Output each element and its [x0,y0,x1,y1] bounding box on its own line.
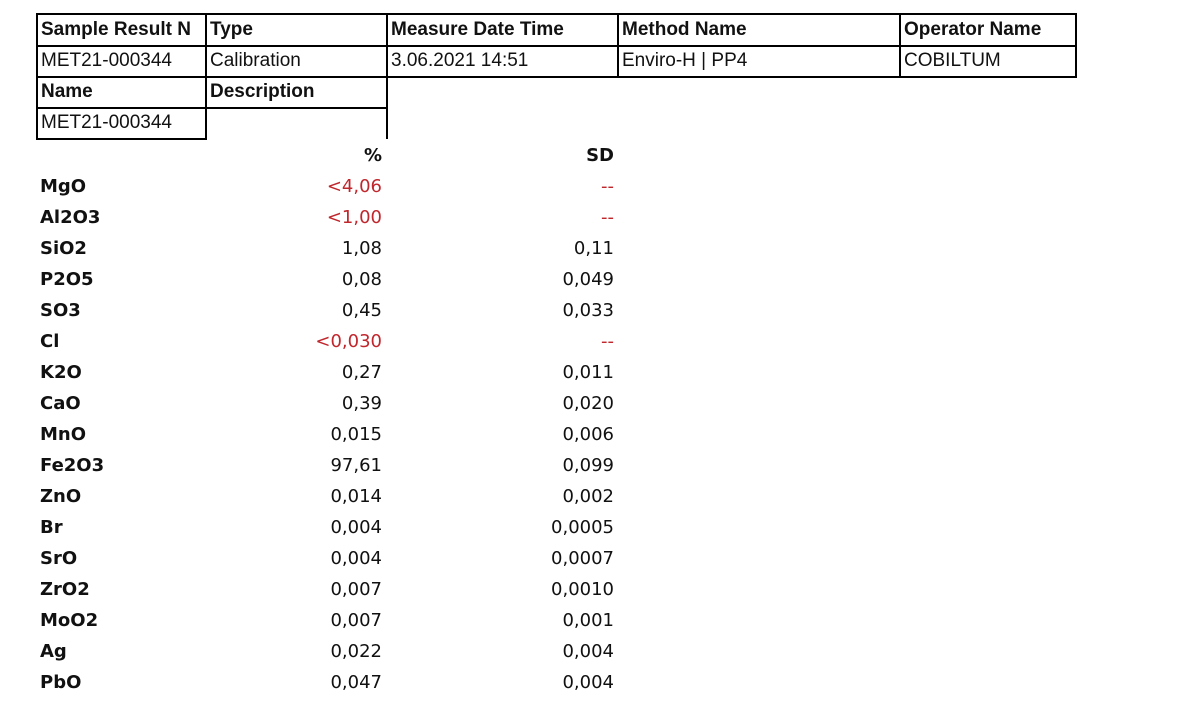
value-operator-name: COBILTUM [904,50,1001,71]
percent-value: 0,39 [341,393,382,414]
sd-value: 0,099 [562,455,614,476]
element-name: ZrO2 [40,579,90,600]
element-name: ZnO [40,486,82,507]
percent-value: 0,022 [330,641,382,662]
value-sample-result: MET21-000344 [41,50,172,71]
value-method-name: Enviro-H | PP4 [622,50,748,71]
element-name: PbO [40,672,82,693]
percent-value: 0,004 [330,517,382,538]
element-name: Br [40,517,63,538]
label-description: Description [210,81,315,102]
element-name: K2O [40,362,82,383]
element-name: Fe2O3 [40,455,105,476]
sd-value: 0,004 [562,672,614,693]
percent-value: 1,08 [341,238,382,259]
sd-value: 0,006 [562,424,614,445]
element-name: CaO [40,393,81,414]
percent-value: 0,08 [341,269,382,290]
sd-value: 0,004 [562,641,614,662]
label-sample-result: Sample Result N [41,19,191,40]
element-name: SiO2 [40,238,87,259]
value-type: Calibration [210,50,301,71]
label-name: Name [41,81,93,102]
grid-line [36,138,206,140]
percent-value: 0,45 [341,300,382,321]
percent-value: 0,015 [330,424,382,445]
percent-value: <1,00 [326,207,382,228]
element-name: MoO2 [40,610,99,631]
percent-value: 0,007 [330,610,382,631]
col-percent-header: % [363,145,382,166]
value-name: MET21-000344 [41,112,172,133]
sd-value: 0,0007 [551,548,614,569]
label-operator-name: Operator Name [904,19,1042,40]
label-method-name: Method Name [622,19,747,40]
element-name: Ag [40,641,67,662]
sd-value: -- [601,207,614,228]
grid-line [1075,13,1077,78]
sd-value: 0,049 [562,269,614,290]
element-name: MnO [40,424,87,445]
sd-value: 0,020 [562,393,614,414]
element-name: Cl [40,331,60,352]
percent-value: 97,61 [330,455,382,476]
element-name: SrO [40,548,78,569]
element-name: MgO [40,176,87,197]
value-measure-date: 3.06.2021 14:51 [391,50,529,71]
percent-value: 0,014 [330,486,382,507]
sd-value: -- [601,176,614,197]
percent-value: <0,030 [315,331,382,352]
sd-value: 0,001 [562,610,614,631]
element-name: P2O5 [40,269,94,290]
sd-value: -- [601,331,614,352]
sd-value: 0,11 [573,238,614,259]
element-name: Al2O3 [40,207,101,228]
sd-value: 0,033 [562,300,614,321]
sd-value: 0,0005 [551,517,614,538]
percent-value: 0,047 [330,672,382,693]
label-measure-date: Measure Date Time [391,19,564,40]
sd-value: 0,011 [562,362,614,383]
percent-value: <4,06 [326,176,382,197]
sd-value: 0,002 [562,486,614,507]
percent-value: 0,004 [330,548,382,569]
element-name: SO3 [40,300,81,321]
percent-value: 0,007 [330,579,382,600]
label-type: Type [210,19,253,40]
col-sd-header: SD [586,145,614,166]
percent-value: 0,27 [341,362,382,383]
sd-value: 0,0010 [551,579,614,600]
